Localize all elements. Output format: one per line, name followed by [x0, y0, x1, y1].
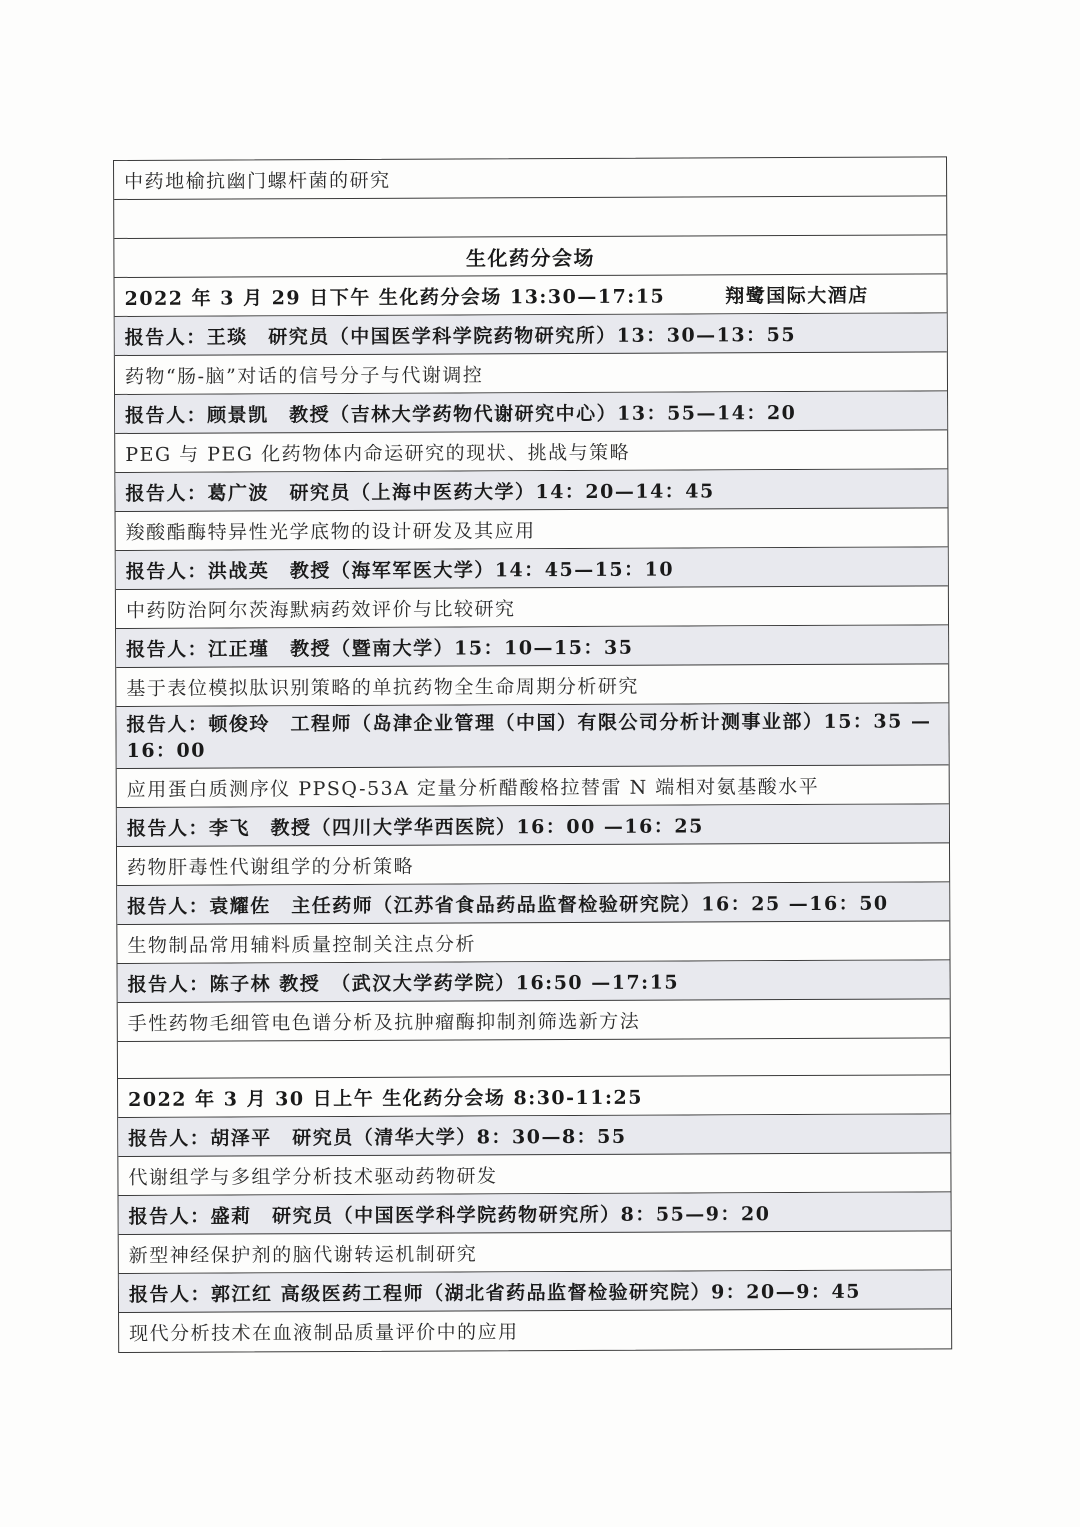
empty-row — [114, 196, 946, 239]
speaker-row — [119, 1270, 951, 1313]
speaker-text: 报告人：胡泽平 研究员（清华大学）8：30—8：55 — [128, 1125, 627, 1150]
speaker-row — [118, 1114, 950, 1157]
session-info-text: 2022 年 3 月 30 日上午 生化药分会场 8:30-11:25 — [128, 1086, 643, 1111]
speaker-row — [117, 882, 949, 925]
speaker-row — [118, 960, 950, 1003]
topic-text: 药物“肠-脑”对话的信号分子与代谢调控 — [124, 363, 484, 388]
speaker-text: 报告人：顿俊玲 工程师（岛津企业管理（中国）有限公司分析计测事业部）15：35 —16：00 — [126, 710, 932, 762]
topic-row — [115, 352, 947, 395]
topic-row — [119, 1309, 951, 1352]
session-title: 生化药分会场 — [465, 245, 595, 270]
speaker-text: 报告人：洪战英 教授（海军军医大学）14：45—15：10 — [125, 558, 675, 583]
session-title-row — [114, 235, 946, 278]
topic-text: 基于表位模拟肽识别策略的单抗药物全生命周期分析研究 — [126, 675, 639, 700]
topic-text: 药物肝毒性代谢组学的分析策略 — [127, 855, 415, 879]
topic-row — [116, 508, 948, 551]
topic-row — [116, 586, 948, 629]
topic-text: 现代分析技术在血液制品质量评价中的应用 — [129, 1321, 519, 1345]
topic-text: 中药地榆抗幽门螺杆菌的研究 — [124, 169, 391, 193]
topic-row — [115, 430, 947, 473]
speaker-row — [115, 469, 947, 512]
topic-text: 代谢组学与多组学分析技术驱动药物研发 — [128, 1164, 498, 1189]
topic-row — [117, 921, 949, 964]
speaker-row — [119, 1192, 951, 1235]
topic-row — [117, 765, 949, 808]
speaker-row — [115, 391, 947, 434]
speaker-row — [115, 313, 947, 356]
speaker-text: 报告人：李飞 教授（四川大学华西医院）16：00 —16：25 — [126, 814, 704, 840]
schedule-table — [113, 156, 952, 1353]
speaker-text: 报告人：江正瑾 教授（暨南大学）15：10—15：35 — [126, 636, 634, 661]
speaker-text: 报告人：盛莉 研究员（中国医学科学院药物研究所）8：55—9：20 — [128, 1202, 771, 1228]
speaker-text: 报告人：袁耀佐 主任药师（江苏省食品药品监督检验研究院）16：25 —16：50 — [127, 892, 889, 918]
topic-row — [119, 1231, 951, 1274]
speaker-row — [117, 804, 949, 847]
topic-text: 生物制品常用辅料质量控制关注点分析 — [127, 932, 476, 957]
topic-text: PEG 与 PEG 化药物体内命运研究的现状、挑战与策略 — [125, 441, 631, 466]
session-info-row — [118, 1075, 950, 1118]
topic-text: 应用蛋白质测序仪 PPSQ-53A 定量分析醋酸格拉替雷 N 端相对氨基酸水平 — [126, 775, 820, 801]
topic-row — [114, 157, 946, 200]
speaker-text: 报告人：陈子林 教授 （武汉大学药学院）16:50 —17:15 — [127, 971, 680, 996]
speaker-text: 报告人：王琰 研究员（中国医学科学院药物研究所）13：30—13：55 — [124, 323, 797, 349]
topic-text: 手性药物毛细管电色谱分析及抗肿瘤酶抑制剂筛选新方法 — [127, 1010, 641, 1035]
speaker-row — [116, 703, 948, 769]
topic-text: 中药防治阿尔茨海默病药效评价与比较研究 — [125, 597, 516, 622]
topic-row — [117, 843, 949, 886]
speaker-text: 报告人：郭江红 高级医药工程师（湖北省药品监督检验研究院）9：20—9：45 — [128, 1280, 861, 1306]
speaker-row — [116, 625, 948, 668]
topic-row — [116, 664, 948, 707]
topic-row — [118, 1153, 950, 1196]
speaker-text: 报告人：顾景凯 教授（吉林大学药物代谢研究中心）13：55—14：20 — [125, 401, 797, 427]
session-info-row — [115, 274, 947, 317]
session-venue: 翔鹭国际大酒店 — [725, 284, 869, 307]
speaker-row — [116, 547, 948, 590]
empty-row — [118, 1038, 950, 1079]
speaker-text: 报告人：葛广波 研究员（上海中医药大学）14：20—14：45 — [125, 479, 715, 505]
session-info-text: 2022 年 3 月 29 日下午 生化药分会场 13:30—17:15 — [124, 285, 666, 310]
topic-text: 羧酸酯酶特异性光学底物的设计研发及其应用 — [125, 519, 536, 544]
topic-text: 新型神经保护剂的脑代谢转运机制研究 — [128, 1242, 478, 1267]
topic-row — [118, 999, 950, 1042]
